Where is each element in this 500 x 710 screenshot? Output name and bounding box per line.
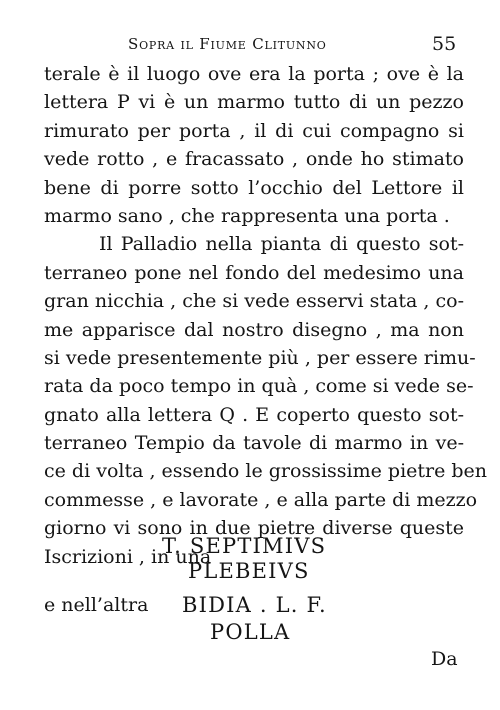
- text-line: bene di porre sotto l’occhio del Lettore il: [44, 176, 464, 199]
- text-line: gran nicchia , che si vede esservi stata , co-: [44, 290, 464, 313]
- inscription-one-line-two: PLEBEIVS: [188, 559, 310, 583]
- catchword: Da: [431, 648, 458, 670]
- running-title: Sopra il Fiume Clitunno: [128, 35, 327, 53]
- page-number: 55: [432, 33, 457, 55]
- text-line: vede rotto , e fracassato , onde ho stimato: [44, 148, 464, 171]
- text-line: me apparisce dal nostro disegno , ma non: [44, 318, 464, 341]
- text-line: marmo sano , che rappresenta una porta .: [44, 204, 450, 227]
- inscription-one-line-one: T. SEPTIMIVS: [162, 534, 327, 558]
- text-line: lettera P vi è un marmo tutto di un pezzo: [44, 91, 464, 114]
- text-line: rimurato per porta , il di cui compagno si: [44, 119, 464, 142]
- text-line: gnato alla lettera Q . E coperto questo sot-: [44, 403, 464, 426]
- inscription-two-line-one: BIDIA . L. F.: [182, 593, 327, 617]
- text-line: ce di volta , essendo le grossissime pietre ben: [44, 460, 488, 483]
- text-line: commesse , e lavorate , e alla parte di mezzo: [44, 488, 478, 511]
- text-line: si vede presentemente più , per essere rimu-: [44, 346, 476, 369]
- body-text: [44, 60, 488, 571]
- text-line: Iscrizioni , in una: [44, 545, 212, 568]
- inscription-two-label: e nell’altra: [44, 594, 149, 616]
- inscription-two-line-two: POLLA: [210, 620, 291, 644]
- text-line: terraneo pone nel fondo del medesimo una: [44, 261, 464, 284]
- text-line: Il Palladio nella pianta di questo sot-: [99, 233, 464, 256]
- text-line: terale è il luogo ove era la porta ; ove è la: [44, 63, 464, 85]
- text-line: giorno vi sono in due pietre diverse queste: [44, 517, 464, 540]
- text-line: terraneo Tempio da tavole di marmo in ve-: [44, 432, 464, 455]
- text-line: rata da poco tempo in quà , come si vede se-: [44, 375, 474, 398]
